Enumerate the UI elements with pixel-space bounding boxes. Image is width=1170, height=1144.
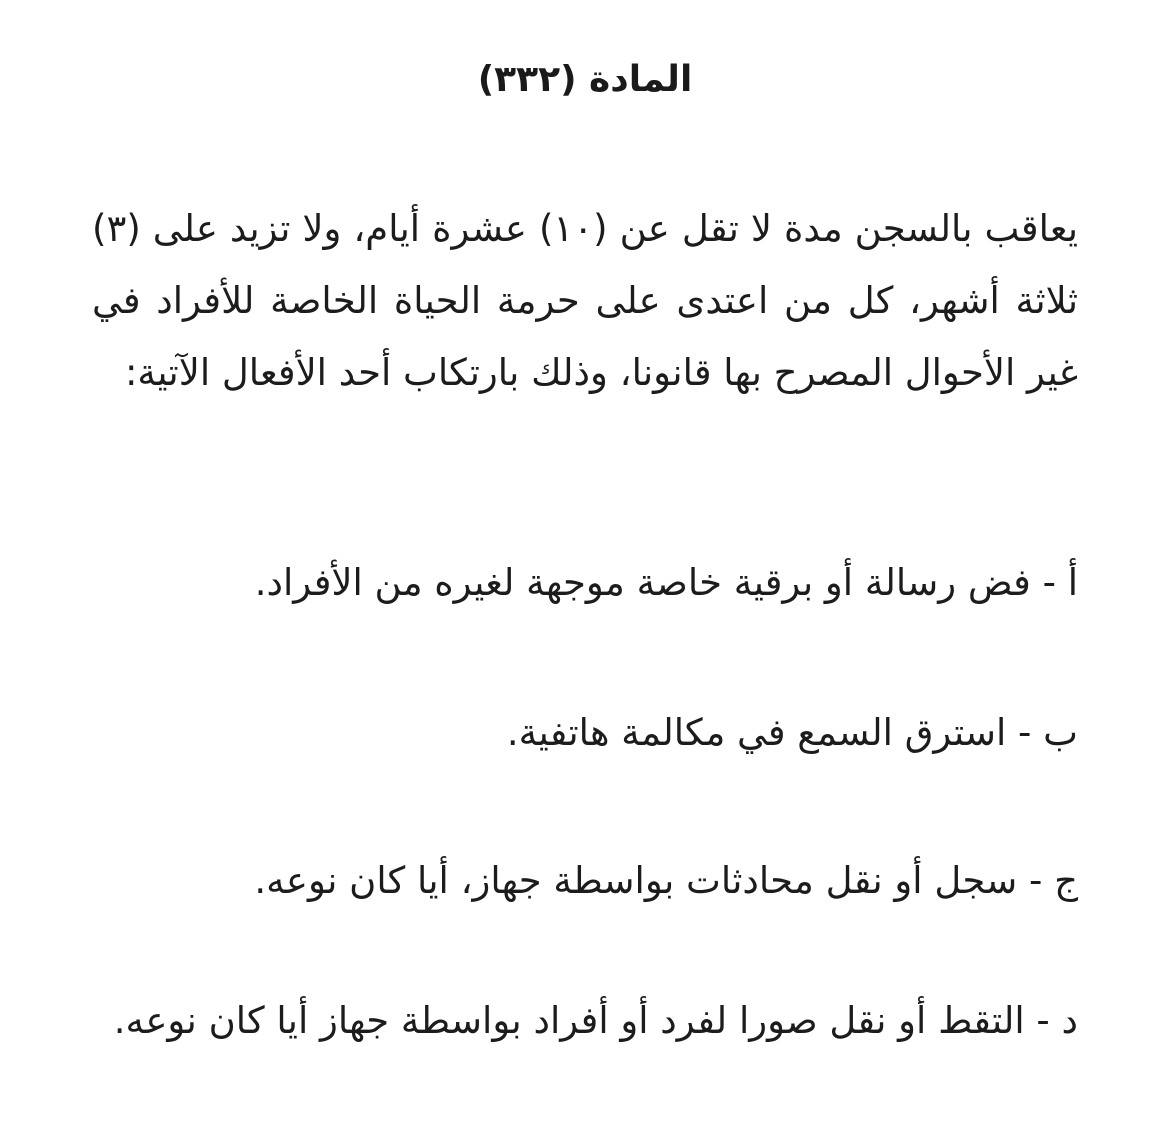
list-item-d: د - التقط أو نقل صورا لفرد أو أفراد بواسطة جهاز أيا كان نوعه. [113,999,1078,1042]
list-item-a: أ - فض رسالة أو برقية خاصة موجهة لغيره من الأفراد. [254,561,1078,604]
article-intro-paragraph: يعاقب بالسجن مدة لا تقل عن (١٠) عشرة أيام، ولا تزيد على (٣) ثلاثة أشهر، كل من اعتدى على حرمة الحياة الخاصة للأفراد في غير الأحوال المصرح بها قانونا، وذلك بارتكاب أحد الأفعال الآتية: [92,207,1078,394]
list-item-b: ب - استرق السمع في مكالمة هاتفية. [506,711,1078,754]
article-title: المادة (٣٣٢) [477,59,693,100]
list-item-c: ج - سجل أو نقل محادثات بواسطة جهاز، أيا كان نوعه. [254,859,1078,902]
